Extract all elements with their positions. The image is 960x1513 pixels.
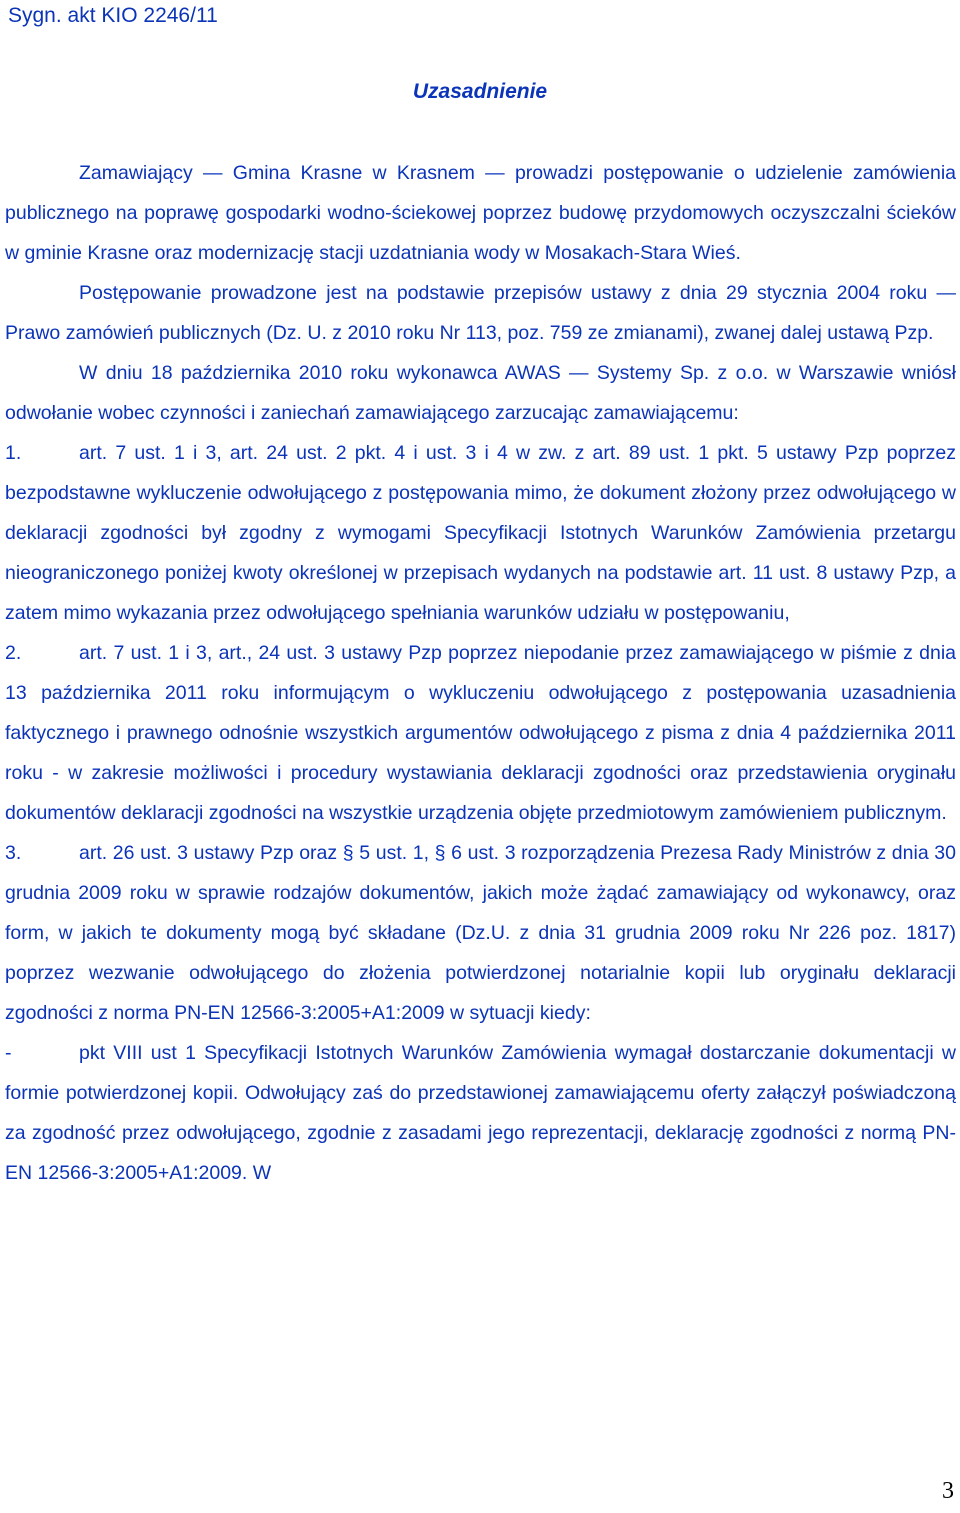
list-item (5, 633, 956, 833)
list-item-text: art. 7 ust. 1 i 3, art. 24 ust. 2 pkt. 4 i ust. 3 i 4 w zw. z art. 89 ust. 1 pkt. 5 ustawy Pzp poprzez bezpodstawne wykluczenie odwołującego z postępowania mimo, że dokument złożony przez odwołującego w deklaracji zgodności był zgodny z wymogami Specyfikacji Istotnych Warunków Zamówienia przetargu nieograniczonego poniżej kwoty określonej w przepisach wydanych na podstawie art. 11 ust. 8 ustawy Pzp, a zatem mimo wykazania przez odwołującego spełniania warunków udziału w postępowaniu, (5, 442, 956, 624)
list-item-number: - (5, 1042, 12, 1064)
list-item (5, 833, 956, 1033)
case-reference: Sygn. akt KIO 2246/11 (8, 4, 218, 27)
page-number: 3 (942, 1478, 954, 1504)
list-item-number: 3. (5, 842, 22, 864)
list-item (5, 433, 956, 633)
list-item-number: 2. (5, 642, 22, 664)
list-item (5, 1033, 956, 1193)
paragraph-intro: Zamawiający — Gmina Krasne w Krasnem — prowadzi postępowanie o udzielenie zamówienia publicznego na poprawę gospodarki wodno-ściekowej poprzez budowę przydomowych oczyszczalni ścieków w gminie Krasne oraz modernizację stacji uzdatniania wody w Mosakach-Stara Wieś. (5, 162, 956, 264)
list-item-text: art. 7 ust. 1 i 3, art., 24 ust. 3 ustawy Pzp poprzez niepodanie przez zamawiającego w piśmie z dnia 13 października 2011 roku informującym o wykluczeniu odwołującego z postępowania uzasadnienia faktycznego i prawnego odnośnie wszystkich argumentów odwołującego z pisma z dnia 4 października 2011 roku - w zakresie możliwości i procedury wystawiania deklaracji zgodności oraz przedstawienia oryginału dokumentów deklaracji zgodności na wszystkie urządzenia objęte przedmiotowym zamówieniem publicznym. (5, 642, 956, 824)
list-item-number: 1. (5, 442, 22, 464)
paragraph-legal-basis: Postępowanie prowadzone jest na podstawie przepisów ustawy z dnia 29 stycznia 2004 roku — Prawo zamówień publicznych (Dz. U. z 2010 roku Nr 113, poz. 759 ze zmianami), zwanej dalej ustawą Pzp. (5, 282, 956, 344)
document-body (5, 153, 956, 1193)
list-item-text: art. 26 ust. 3 ustawy Pzp oraz § 5 ust. 1, § 6 ust. 3 rozporządzenia Prezesa Rady Ministrów z dnia 30 grudnia 2009 roku w sprawie rodzajów dokumentów, jakich może żądać zamawiający od wykonawcy, oraz form, w jakich te dokumenty mogą być składane (Dz.U. z dnia 31 grudnia 2009 roku Nr 226 poz. 1817) poprzez wezwanie odwołującego do złożenia potwierdzonej notarialnie kopii lub oryginału deklaracji zgodności z norma PN-EN 12566-3:2005+A1:2009 w sytuacji kiedy: (5, 842, 956, 1024)
document-title: Uzasadnienie (412, 80, 548, 103)
list-item-text: pkt VIII ust 1 Specyfikacji Istotnych Warunków Zamówienia wymagał dostarczanie dokumentacji w formie potwierdzonej kopii. Odwołujący zaś do przedstawionej zamawiającemu oferty załączył poświadczoną za zgodność przez odwołującego, zgodnie z zasadami jego reprezentacji, deklarację zgodności z normą PN-EN 12566-3:2005+A1:2009. W (5, 1042, 956, 1184)
paragraph-appeal: W dniu 18 października 2010 roku wykonawca AWAS — Systemy Sp. z o.o. w Warszawie wniósł odwołanie wobec czynności i zaniechań zamawiającego zarzucając zamawiającemu: (5, 362, 956, 424)
